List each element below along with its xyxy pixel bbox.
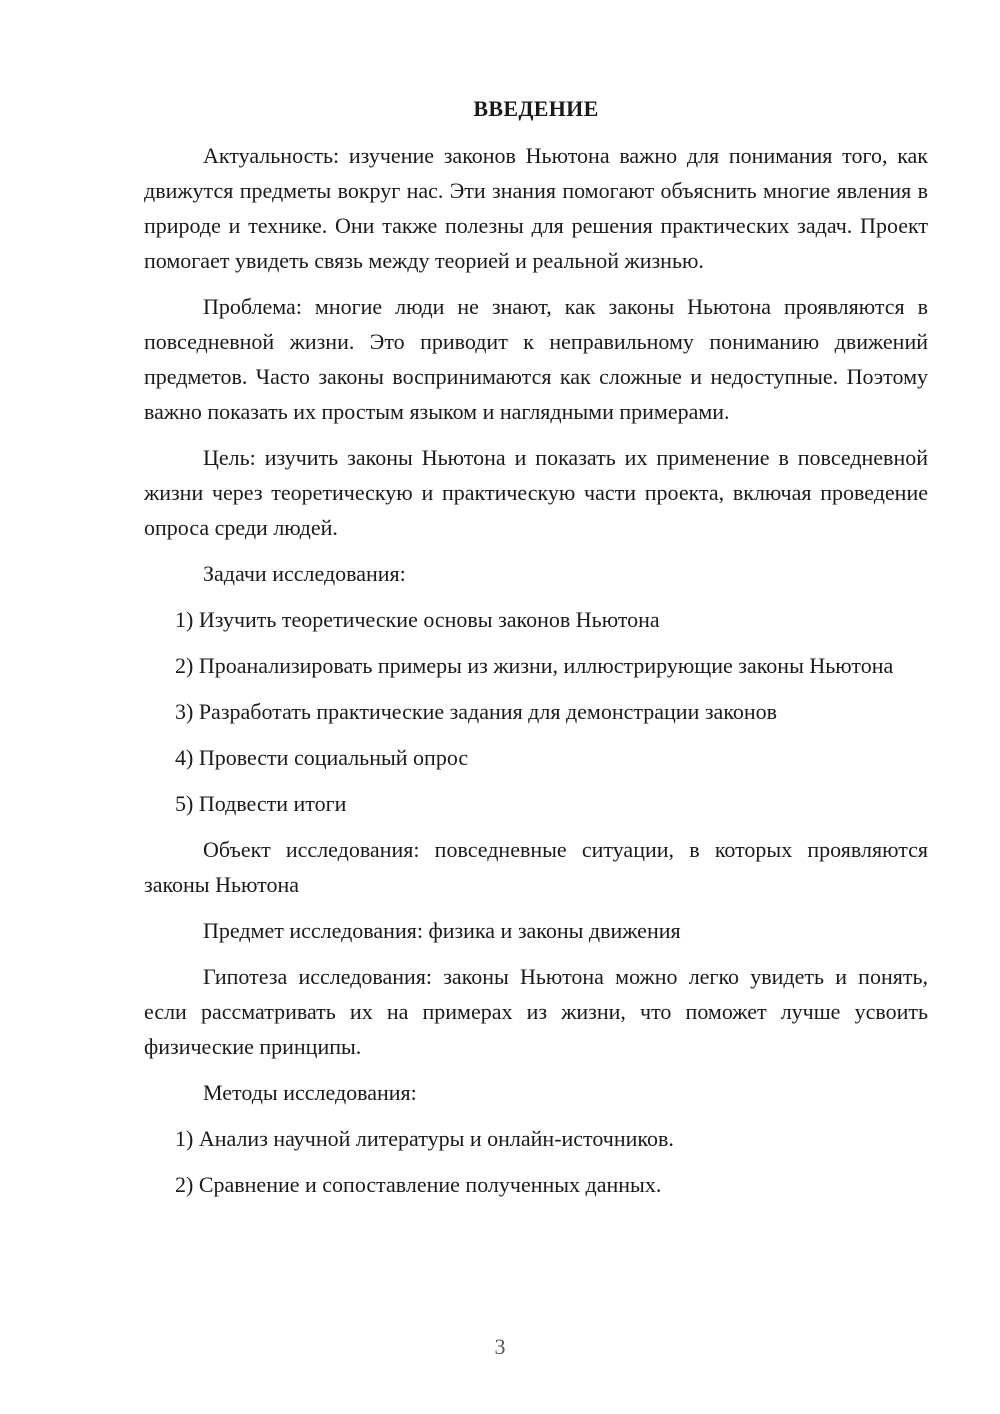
tasks-title: Задачи исследования:	[203, 561, 406, 586]
subject-paragraph: Предмет исследования: физика и законы движения	[203, 918, 681, 943]
page-number: 3	[494, 1334, 506, 1359]
goal-paragraph: Цель: изучить законы Ньютона и показать их применение в повседневной жизни через теоретическую и практическую части проекта, включая проведение опроса среди людей.	[144, 445, 928, 540]
task-item: 3) Разработать практические задания для демонстрации законов	[175, 699, 778, 724]
task-item: 4) Провести социальный опрос	[175, 745, 469, 770]
methods-title: Методы исследования:	[203, 1080, 417, 1105]
hypothesis-paragraph: Гипотеза исследования: законы Ньютона можно легко увидеть и понять, если рассматривать их на примерах из жизни, что поможет лучше усвоить физические принципы.	[144, 964, 928, 1059]
object-paragraph: Объект исследования: повседневные ситуации, в которых проявляются законы Ньютона	[144, 837, 928, 897]
problem-paragraph: Проблема: многие люди не знают, как законы Ньютона проявляются в повседневной жизни. Это приводит к неправильному пониманию движений предметов. Часто законы воспринимаются как сложные и недоступные. Поэтому важно показать их простым языком и наглядными примерами.	[144, 294, 928, 424]
relevance-paragraph: Актуальность: изучение законов Ньютона важно для понимания того, как движутся предметы вокруг нас. Эти знания помогают объяснить многие явления в природе и технике. Они также полезны для решения практических задач. Проект помогает увидеть связь между теорией и реальной жизнью.	[144, 143, 928, 273]
method-item: 1) Анализ научной литературы и онлайн-источников.	[175, 1126, 674, 1151]
task-item: 2) Проанализировать примеры из жизни, иллюстрирующие законы Ньютона	[175, 653, 894, 678]
task-item: 1) Изучить теоретические основы законов Ньютона	[175, 607, 660, 632]
document-page	[144, 96, 928, 1213]
page-heading: ВВЕДЕНИЕ	[473, 96, 599, 121]
method-item: 2) Сравнение и сопоставление полученных данных.	[175, 1172, 662, 1197]
task-item: 5) Подвести итоги	[175, 791, 347, 816]
